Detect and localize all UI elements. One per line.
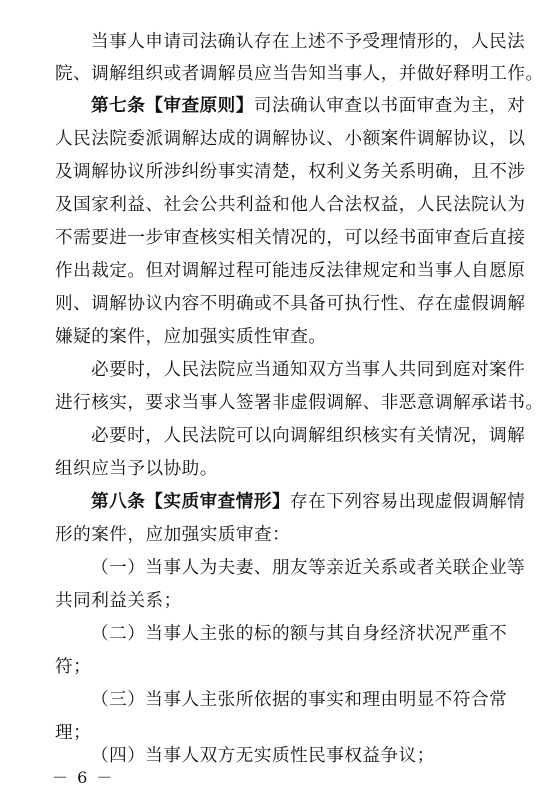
text-line (91, 31, 525, 53)
text-segment: 当事人申请司法确认存在上述不予受理情形的，人民法 (91, 32, 526, 52)
text-segment: 理； (55, 723, 92, 743)
text-line (55, 722, 91, 744)
text-segment: 人民法院委派调解达成的调解协议、小额案件调解协议，以 (55, 129, 526, 149)
text-segment: 符； (55, 657, 92, 677)
text-segment: 形的案件，应加强实质审查： (55, 525, 291, 545)
text-line (55, 293, 525, 315)
text-line (55, 326, 326, 348)
text-segment: （四）当事人双方无实质性民事权益争议； (91, 746, 435, 766)
text-line (91, 95, 525, 117)
text-segment: （一）当事人为夫妻、朋友等亲近关系或者关联企业等 (91, 558, 526, 578)
text-line (55, 458, 218, 480)
text-line (91, 689, 507, 711)
text-segment: 必要时，人民法院可以向调解组织核实有关情况，调解 (91, 426, 526, 446)
text-line (55, 590, 182, 612)
text-segment: 及国家利益、社会公共利益和他人合法权益，人民法院认为 (55, 195, 526, 215)
text-segment: 及调解协议所涉纠纷事实清楚，权利义务关系明确，且不涉 (55, 162, 526, 182)
text-segment: （二）当事人主张的标的额与其自身经济状况严重不 (91, 624, 508, 644)
text-segment: 必要时，人民法院应当通知双方当事人共同到庭对案件 (91, 360, 526, 380)
text-line (55, 227, 525, 249)
text-segment: 作出裁定。但对调解过程可能违反法律规定和当事人自愿原 (55, 261, 526, 281)
text-line (55, 161, 525, 183)
article-heading: 第七条【审查原则】 (91, 95, 254, 116)
text-line (91, 425, 525, 447)
text-segment: 共同利益关系； (55, 591, 182, 611)
text-line (91, 623, 507, 645)
text-line (55, 128, 525, 150)
text-segment: 院、调解组织或者调解员应当告知当事人，并做好释明工作。 (55, 64, 544, 84)
text-segment: 进行核实，要求当事人签署非虚假调解、非恶意调解承诺书。 (55, 393, 544, 413)
text-segment: 司法确认审查以书面审查为主，对 (253, 96, 526, 116)
article-heading: 第八条【实质审查情形】 (91, 491, 291, 512)
text-segment: 不需要进一步审查核实相关情况的，可以经书面审查后直接 (55, 228, 526, 248)
text-segment: 组织应当予以协助。 (55, 459, 218, 479)
text-segment: （三）当事人主张所依据的事实和理由明显不符合常 (91, 690, 508, 710)
text-line (55, 194, 525, 216)
text-line (91, 359, 525, 381)
text-segment: 嫌疑的案件，应加强实质性审查。 (55, 327, 327, 347)
text-line (55, 656, 91, 678)
text-line (91, 491, 525, 513)
text-line (55, 392, 544, 414)
text-line (91, 745, 435, 767)
text-line (55, 524, 290, 546)
page-number: － 6 － (52, 768, 115, 787)
text-segment: 存在下列容易出现虚假调解情 (290, 492, 526, 512)
text-line (55, 63, 544, 85)
text-line (91, 557, 525, 579)
text-segment: 则、调解协议内容不明确或不具备可执行性、存在虚假调解 (55, 294, 526, 314)
text-line (55, 260, 525, 282)
